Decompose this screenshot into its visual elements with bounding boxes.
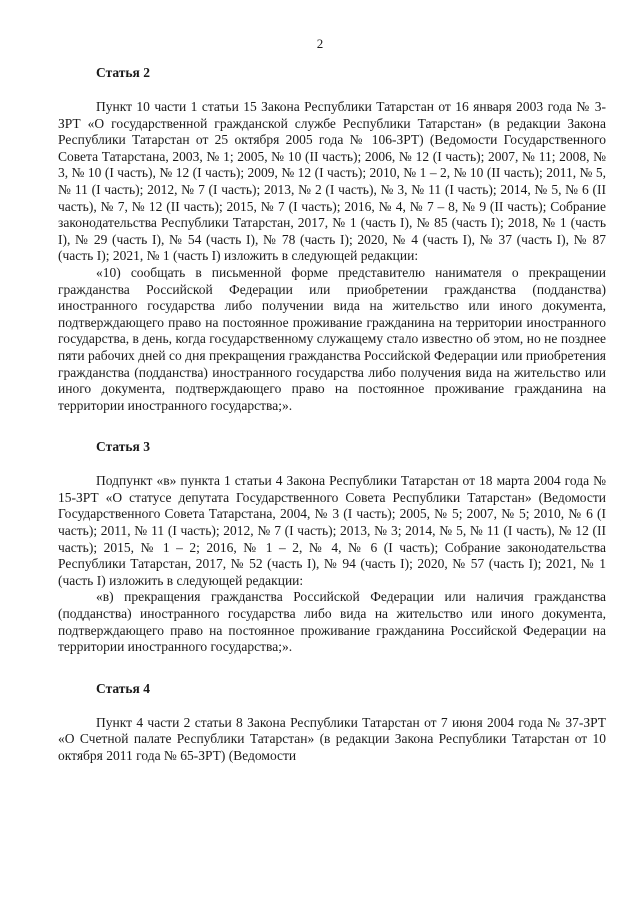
article-paragraph: Пункт 10 части 1 статьи 15 Закона Республики Татарстан от 16 января 2003 года № 3-ЗРТ «О государственной гражданской службе Республики Татарстан» (в редакции Закона Республики Татарстан от 25 октября 2005 года № 106-ЗРТ) (Ведомости Государственного Совета Татарстана, 2003, № 1; 2005, № 10 (II часть); 2006, № 12 (I часть); 2007, № 11; 2008, № 3, № 10 (I часть), № 12 (I часть); 2009, № 12 (I часть); 2010, № 1 – 2, № 10 (II часть); 2011, № 5, № 11 (I часть); 2012, № 7 (I часть); 2013, № 2 (I часть), № 3, № 11 (I часть); 2014, № 5, № 6 (II часть), № 7, № 12 (II часть); 2015, № 7 (I часть); 2016, № 4, № 7 – 8, № 9 (II часть); Собрание законодательства Республики Татарстан, 2017, № 1 (часть I), № 85 (часть I); 2018, № 1 (часть I), № 29 (часть I), № 54 (часть I), № 78 (часть I); 2020, № 4 (часть I), № 37 (часть I), № 87 (часть I); 2021, № 1 (часть I) изложить в следующей редакции: (58, 99, 606, 264)
article-4 (58, 680, 606, 765)
article-3 (58, 438, 606, 656)
article-heading: Статья 4 (96, 680, 150, 696)
page-number: 2 (316, 36, 324, 51)
article-paragraph: «10) сообщать в письменной форме представителю нанимателя о прекращении гражданства Российской Федерации или приобретении гражданства (подданства) иностранного государства либо получении вида на жительство или иного документа, подтверждающего право на постоянное проживание гражданина на территории иностранного государства, в день, когда государственному служащему стало известно об этом, но не позднее пяти рабочих дней со дня прекращения гражданства Российской Федерации или приобретения гражданства (подданства) иностранного государства либо получения вида на жительство или иного документа, подтверждающего право на постоянное проживание гражданина на территории иностранного государства;». (58, 264, 606, 413)
article-paragraph: Подпункт «в» пункта 1 статьи 4 Закона Республики Татарстан от 18 марта 2004 года № 15-ЗРТ «О статусе депутата Государственного Совета Республики Татарстан» (Ведомости Государственного Совета Татарстана, 2004, № 3 (I часть); 2005, № 5; 2007, № 5; 2010, № 6 (I часть); 2011, № 11 (I часть); 2012, № 7 (I часть); 2013, № 3; 2014, № 5, № 11 (I часть), № 12 (II часть); 2015, № 1 – 2; 2016, № 1 – 2, № 4, № 6 (I часть); Собрание законодательства Республики Татарстан, 2017, № 52 (часть I), № 94 (часть I); 2020, № 57 (часть I); 2021, № 1 (часть I) изложить в следующей редакции: (58, 473, 606, 588)
article-paragraph: «в) прекращения гражданства Российской Федерации или наличия гражданства (подданства) иностранного государства либо вида на жительство или иного документа, подтверждающего право на постоянное проживание гражданина Российской Федерации на территории иностранного государства;». (58, 589, 606, 655)
article-heading: Статья 2 (96, 65, 150, 80)
article-2 (58, 64, 606, 414)
article-heading: Статья 3 (96, 439, 150, 455)
article-paragraph: Пункт 4 части 2 статьи 8 Закона Республики Татарстан от 7 июня 2004 года № 37-ЗРТ «О Счетной палате Республики Татарстан» (в редакции Закона Республики Татарстан от 10 октября 2011 года № 65-ЗРТ) (Ведомости (58, 714, 606, 763)
document-content (58, 64, 606, 789)
